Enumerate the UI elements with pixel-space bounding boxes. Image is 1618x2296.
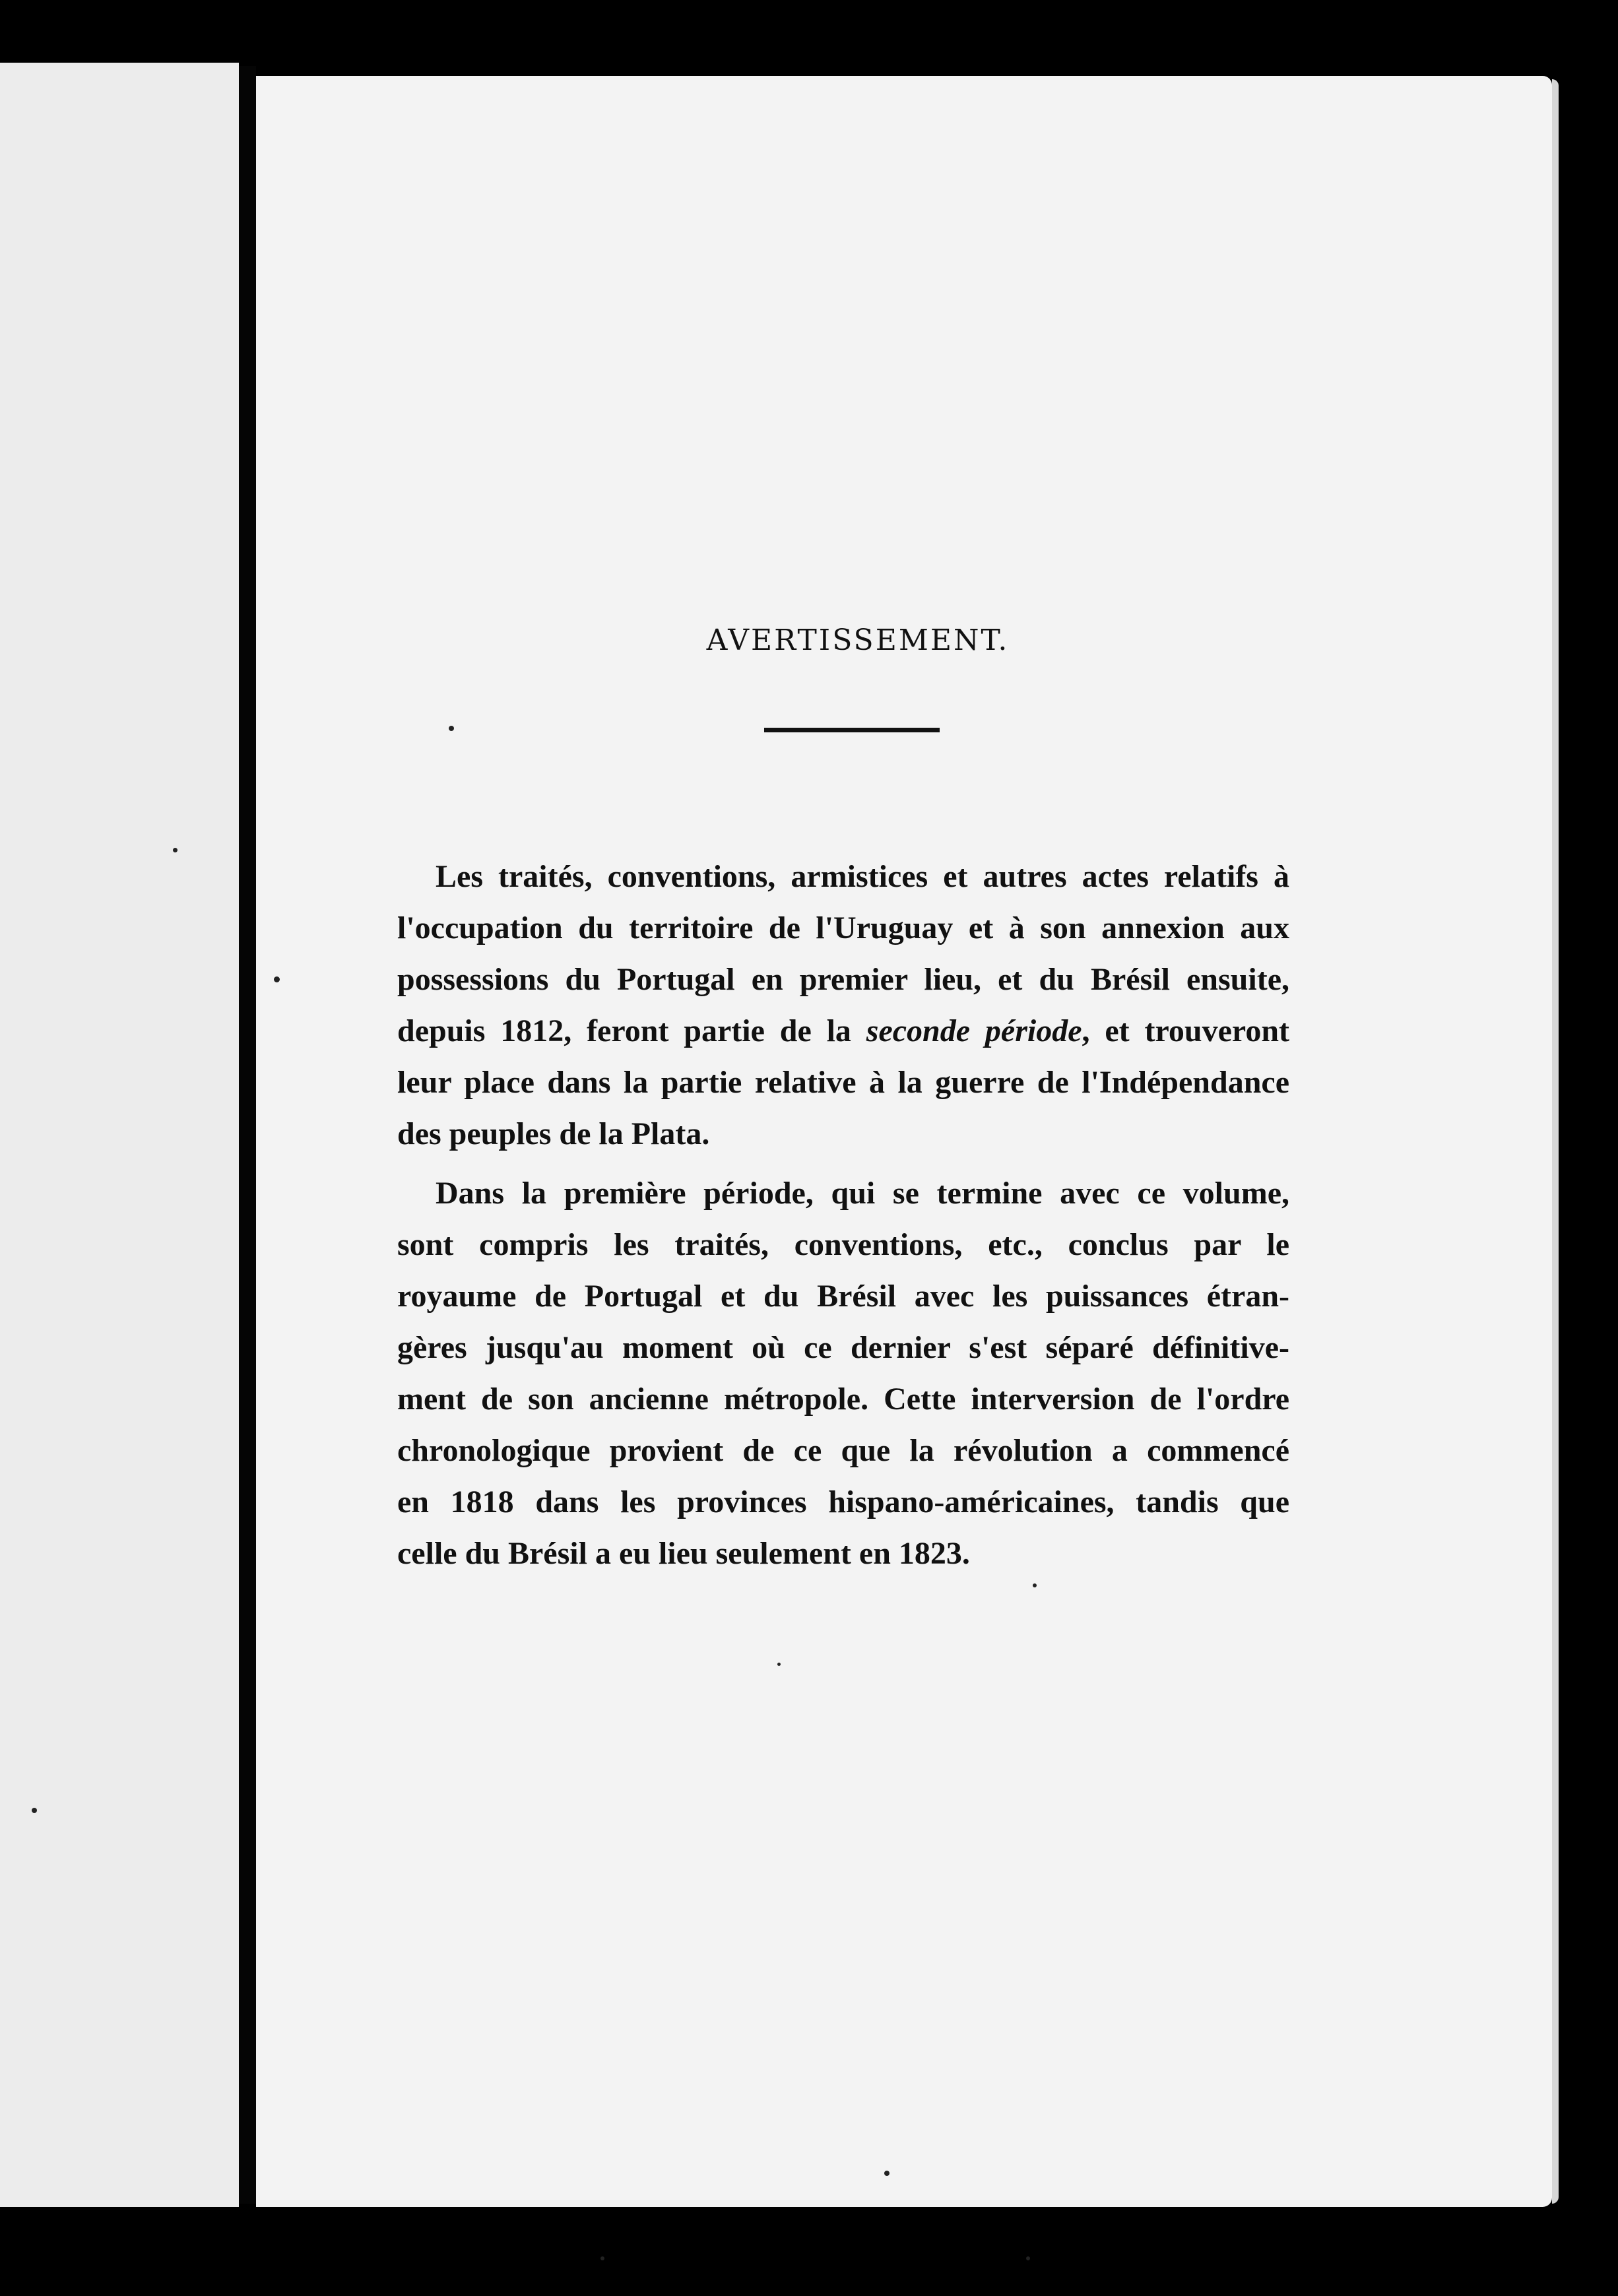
text-line: leur place dans la partie relative à la guerre de l'Indépendance — [397, 1065, 1289, 1100]
text-line: royaume de Portugal et du Brésil avec les puissances étran- — [397, 1279, 1289, 1314]
scan-speck — [884, 2171, 890, 2176]
text-line — [397, 1005, 1289, 1057]
paragraph-1 — [397, 851, 1289, 1160]
text-line: l'occupation du territoire de l'Uruguay et à son annexion aux — [397, 910, 1289, 945]
italic-term: seconde période — [866, 1013, 1082, 1048]
text-line: sont compris les traités, conventions, etc., conclus par le — [397, 1227, 1289, 1262]
text-line: celle du Brésil a eu lieu seulement en 1823. — [397, 1536, 970, 1571]
paragraph-2 — [397, 1168, 1289, 1579]
scan-speck — [1026, 2256, 1030, 2260]
scan-speck — [274, 976, 280, 982]
book-gutter — [239, 66, 256, 2204]
scan-speck — [600, 2256, 604, 2260]
page-title: AVERTISSEMENT. — [706, 623, 1010, 657]
scan-speck — [173, 848, 178, 852]
scan-speck — [32, 1808, 37, 1813]
text-line: ment de son ancienne métropole. Cette interversion de l'ordre — [397, 1382, 1289, 1417]
scan-speck — [1033, 1583, 1037, 1587]
text-line: chronologique provient de ce que la révolution a commencé — [397, 1433, 1289, 1468]
text-fragment: depuis 1812, feront partie de la — [397, 1013, 866, 1048]
text-line: des peuples de la Plata. — [397, 1116, 710, 1151]
text-fragment: , et trouveront — [1082, 1013, 1290, 1048]
scan-speck — [777, 1663, 781, 1666]
text-line: gères jusqu'au moment où ce dernier s'est séparé définitive- — [397, 1330, 1289, 1365]
text-line: Les traités, conventions, armistices et autres actes relatifs à — [436, 859, 1289, 894]
page-edge — [1552, 79, 1559, 2204]
text-line: Dans la première période, qui se termine avec ce volume, — [436, 1176, 1289, 1211]
title-rule — [764, 728, 940, 732]
scan-speck — [449, 726, 454, 731]
facing-page-edge — [0, 63, 239, 2207]
text-line: en 1818 dans les provinces hispano-américaines, tandis que — [397, 1484, 1289, 1519]
text-line: possessions du Portugal en premier lieu, et du Brésil ensuite, — [397, 962, 1289, 997]
